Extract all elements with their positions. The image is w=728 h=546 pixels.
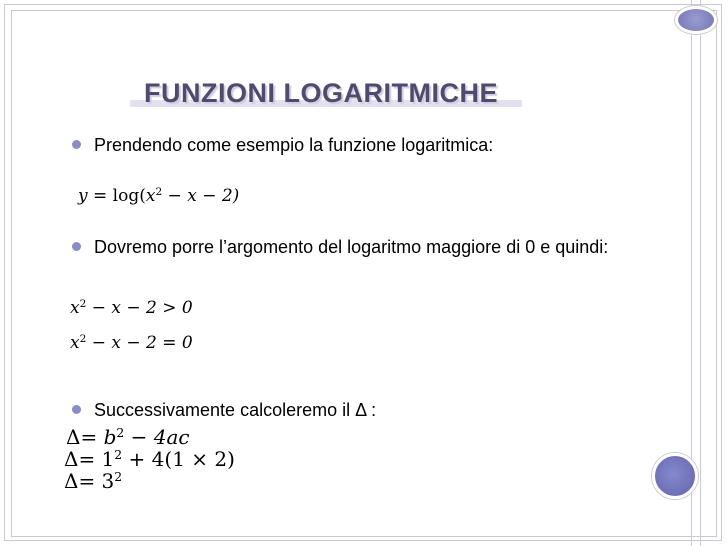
decorative-line (700, 0, 701, 546)
bullet-item (72, 133, 634, 158)
bullet-text: Prendendo come esempio la funzione logaritmica: (94, 135, 494, 155)
slide-title: FUNZIONI LOGARITMICHE (144, 78, 498, 108)
formula-delta-general: $\Delta= b^2 - 4ac$ (66, 425, 190, 449)
bullet-dot-icon (72, 140, 81, 149)
bullet-dot-icon (72, 405, 81, 414)
bullet-item (72, 235, 634, 260)
decorative-circle-bottom (652, 453, 698, 499)
formula-delta-result: $\Delta= 3^2$ (64, 469, 123, 493)
formula-equation: $x^2 - x - 2 = 0$ (70, 333, 193, 353)
bullet-dot-icon (72, 242, 81, 251)
bullet-text: Dovremo porre l’argomento del logaritmo maggiore di 0 e quindi: (94, 237, 609, 257)
decorative-circle-top (675, 6, 717, 34)
bullet-text: Successivamente calcoleremo il Δ : (94, 400, 377, 420)
formula-inequality: $x^2 - x - 2 > 0$ (70, 298, 193, 318)
formula-function: $y = \log(x^2 - x - 2)$ (78, 186, 240, 206)
formula-delta-substituted: $\Delta= 1^2 + 4(1 \times 2)$ (64, 447, 235, 471)
bullet-item (72, 398, 634, 423)
